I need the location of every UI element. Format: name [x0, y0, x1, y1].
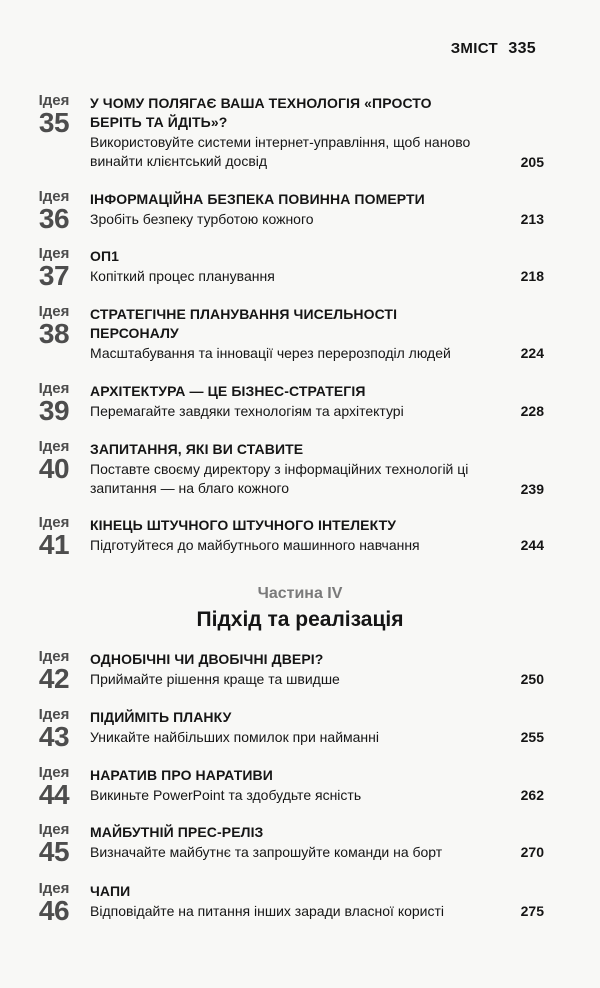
- running-header: [451, 40, 536, 58]
- entry-title: ОДНОБІЧНІ ЧИ ДВОБІЧНІ ДВЕРІ?: [90, 651, 324, 667]
- entry-subtitle: Перемагайте завдяки технологіям та архітектурі: [90, 403, 404, 419]
- idea-number: 39: [38, 395, 70, 426]
- idea-number: 43: [38, 721, 70, 752]
- idea-label: Ідея: [38, 648, 70, 665]
- idea-label: Ідея: [38, 514, 70, 531]
- idea-label: Ідея: [38, 92, 70, 109]
- idea-marker: [34, 440, 74, 484]
- entry-page-number: 228: [520, 403, 544, 419]
- idea-number: 42: [38, 663, 70, 694]
- entry-subtitle: Визначайте майбутнє та запрошуйте команди на борт: [90, 844, 443, 860]
- idea-marker: [34, 305, 74, 349]
- idea-marker: [34, 882, 74, 926]
- entry-subtitle: Поставте своєму директору з інформаційних технологій ці запитання — на благо кожного: [90, 461, 469, 496]
- idea-marker: [34, 766, 74, 810]
- part-label: Частина IV: [257, 585, 343, 602]
- idea-marker: [34, 382, 74, 426]
- entry-subtitle: Зробіть безпеку турботою кожного: [90, 211, 314, 227]
- idea-label: Ідея: [38, 438, 70, 455]
- entry-title: СТРАТЕГІЧНЕ ПЛАНУВАННЯ ЧИСЕЛЬНОСТІ ПЕРСОНАЛУ: [90, 306, 398, 341]
- entry-title: МАЙБУТНІЙ ПРЕС-РЕЛІЗ: [90, 824, 264, 840]
- entry-subtitle: Викиньте PowerPoint та здобудьте ясність: [90, 787, 362, 803]
- idea-label: Ідея: [38, 764, 70, 781]
- idea-number: 40: [38, 453, 70, 484]
- idea-marker: [34, 650, 74, 694]
- entry-page-number: 262: [520, 787, 544, 803]
- idea-label: Ідея: [38, 706, 70, 723]
- header-page-number: 335: [508, 40, 536, 57]
- entry-title: НАРАТИВ ПРО НАРАТИВИ: [90, 767, 273, 783]
- idea-number: 46: [38, 895, 70, 926]
- entry-page-number: 255: [520, 729, 544, 745]
- idea-marker: [34, 247, 74, 291]
- entry-page-number: 250: [520, 671, 544, 687]
- idea-marker: [34, 94, 74, 138]
- entry-page-number: 224: [520, 345, 544, 361]
- header-title: ЗМІСТ: [450, 40, 498, 57]
- entry-title: АРХІТЕКТУРА — ЦЕ БІЗНЕС-СТРАТЕГІЯ: [90, 383, 366, 399]
- idea-label: Ідея: [38, 188, 70, 205]
- entry-subtitle: Використовуйте системи інтернет-управління, щоб наново винайти клієнтський досвід: [90, 134, 471, 169]
- entry-title: ОП1: [90, 248, 120, 264]
- entry-subtitle: Масштабування та інновації через перерозподіл людей: [90, 345, 451, 361]
- entry-title: У ЧОМУ ПОЛЯГАЄ ВАША ТЕХНОЛОГІЯ «ПРОСТО БЕРІТЬ ТА ЙДІТЬ»?: [90, 95, 432, 130]
- entry-page-number: 213: [520, 211, 544, 227]
- entry-page-number: 205: [520, 154, 544, 170]
- entry-title: КІНЕЦЬ ШТУЧНОГО ШТУЧНОГО ІНТЕЛЕКТУ: [90, 517, 397, 533]
- idea-number: 36: [38, 203, 70, 234]
- entry-page-number: 218: [520, 268, 544, 284]
- entry-title: ІНФОРМАЦІЙНА БЕЗПЕКА ПОВИННА ПОМЕРТИ: [90, 191, 425, 207]
- part-title: Підхід та реалізація: [196, 608, 404, 631]
- idea-marker: [34, 190, 74, 234]
- entry-subtitle: Підготуйтеся до майбутнього машинного навчання: [90, 537, 420, 553]
- idea-number: 45: [38, 836, 70, 867]
- idea-number: 44: [38, 779, 70, 810]
- idea-label: Ідея: [38, 303, 70, 320]
- entry-subtitle: Відповідайте на питання інших заради власної користі: [90, 903, 445, 919]
- entry-subtitle: Приймайте рішення краще та швидше: [90, 671, 340, 687]
- entry-page-number: 244: [520, 537, 544, 553]
- entry-subtitle: Уникайте найбільших помилок при найманні: [90, 729, 379, 745]
- idea-marker: [34, 708, 74, 752]
- entry-title: ПІДИЙМІТЬ ПЛАНКУ: [90, 709, 232, 725]
- idea-marker: [34, 823, 74, 867]
- idea-number: 41: [38, 529, 70, 560]
- entry-page-number: 239: [520, 481, 544, 497]
- idea-label: Ідея: [38, 380, 70, 397]
- entry-title: ЧАПИ: [90, 883, 131, 899]
- entry-subtitle: Копіткий процес планування: [90, 268, 275, 284]
- entry-page-number: 275: [520, 903, 544, 919]
- entry-title: ЗАПИТАННЯ, ЯКІ ВИ СТАВИТЕ: [90, 441, 304, 457]
- idea-number: 37: [38, 260, 70, 291]
- idea-number: 38: [38, 318, 70, 349]
- idea-label: Ідея: [38, 880, 70, 897]
- idea-number: 35: [38, 107, 70, 138]
- entry-page-number: 270: [520, 844, 544, 860]
- idea-marker: [34, 516, 74, 560]
- idea-label: Ідея: [38, 245, 70, 262]
- idea-label: Ідея: [38, 821, 70, 838]
